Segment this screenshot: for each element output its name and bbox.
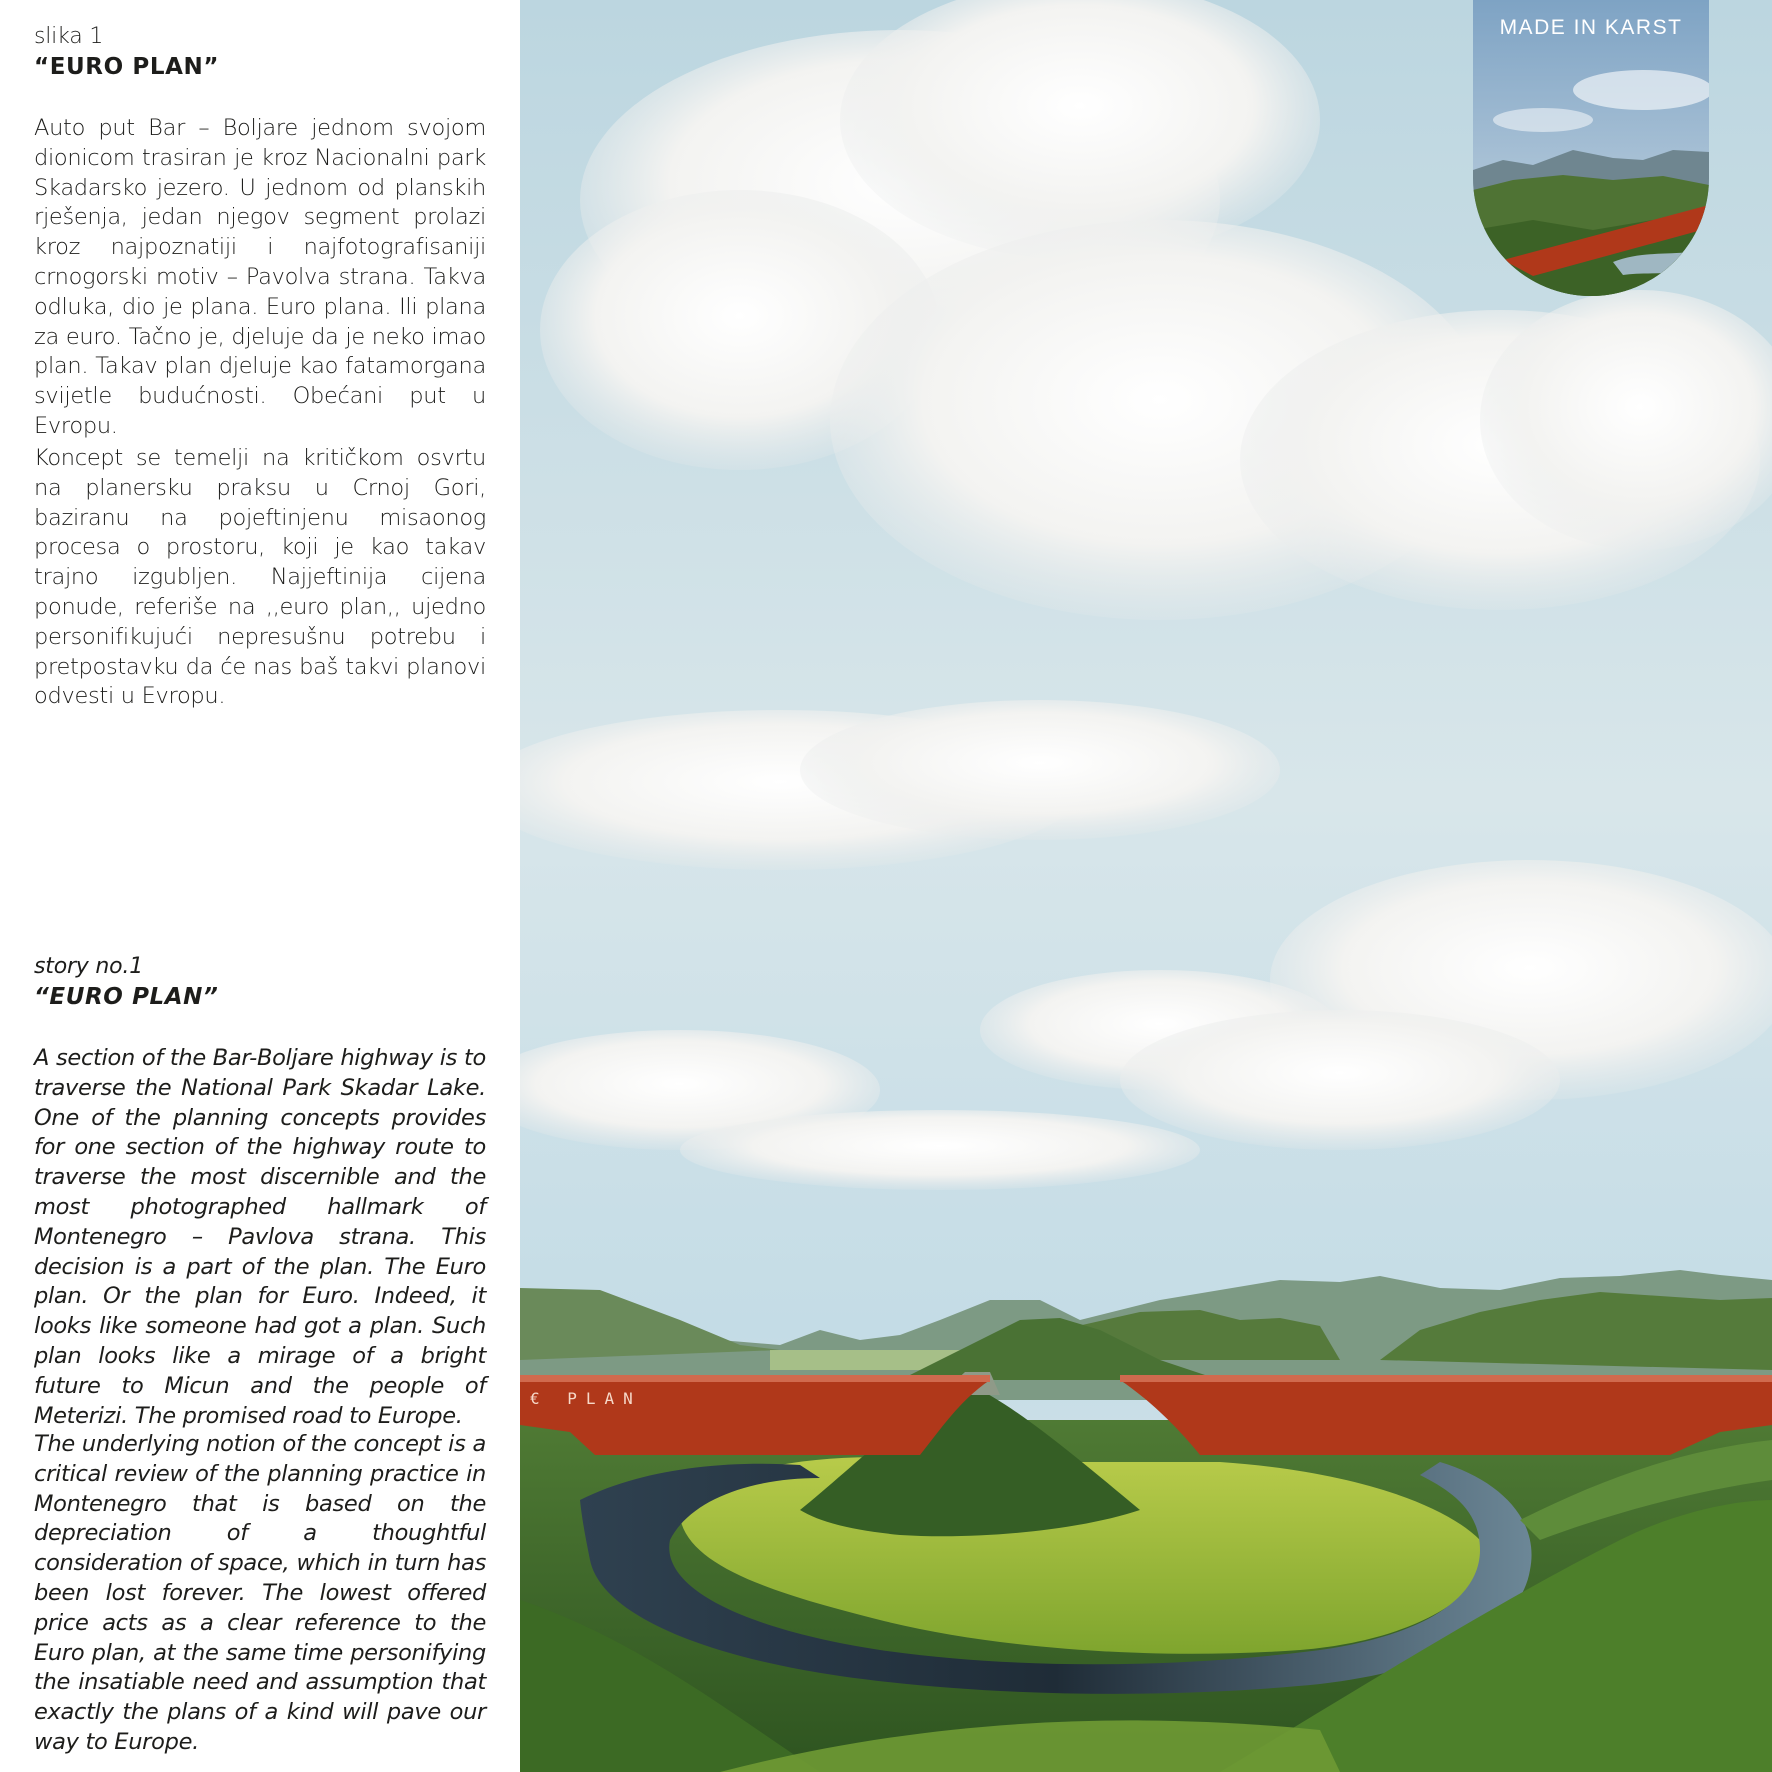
serbian-title: “EURO PLAN” (34, 54, 220, 80)
made-in-karst-badge (1473, 0, 1709, 296)
made-in-karst-label: MADE IN KARST (1499, 16, 1683, 39)
english-label: story no.1 (34, 954, 143, 979)
english-title: “EURO PLAN” (34, 984, 219, 1010)
serbian-label: slika 1 (34, 24, 104, 49)
english-paragraph-2: The underlying notion of the concept is a critical review of the planning practice in Montenegro that is based on the depreciation of a thoughtful consideration of space, which in turn has been lost forever. The lowest offered price acts as a clear reference to the Euro plan, at the same time personifying the insatiable need and assumption that exactly the plans of a kind will pave our way to Europe. (34, 1431, 486, 1755)
serbian-paragraph-2: Koncept se temelji na kritičkom osvrtu na planersku praksu u Crnoj Gori, baziranu na pojeftinjenu misaonog procesa o prostoru, koji je kao takav trajno izgubljen. Najjeftinija cijena ponude, referiše na ,,euro plan,, ujedno personifikujući nepresušnu potrebu i pretpostavku da će nas baš takvi planovi odvesti u Evropu. (34, 445, 486, 710)
serbian-paragraph-1: Auto put Bar – Boljare jednom svojom dionicom trasiran je kroz Nacionalni park Skadarsko jezero. U jednom od planskih rješenja, jedan njegov segment prolazi kroz najpoznatiji i najfotografisaniji crnogorski motiv – Pavolva strana. Takva odluka, dio je plana. Euro plana. Ili plana za euro. Tačno je, djeluje da je neko imao plan. Takav plan djeluje kao fatamorgana svijetle budućnosti. Obećani put u Evropu. (34, 115, 487, 439)
text-panel (0, 0, 520, 1772)
badge-landscape (1473, 0, 1709, 296)
highway-band-right (1120, 1380, 1772, 1455)
english-paragraph-1: A section of the Bar-Boljare highway is to traverse the National Park Skadar Lake. One of the planning concepts provides for one section of the highway route to traverse the most discernible and the most photographed hallmark of Montenegro – Pavlova strana. This decision is a part of the plan. The Euro plan. Or the plan for Euro. Indeed, it looks like someone had got a plan. Such plan looks like a mirage of a bright future to Micun and the people of Meterizi. The promised road to Europe. (34, 1045, 486, 1429)
highway-band-label: € PLAN (530, 1389, 642, 1408)
